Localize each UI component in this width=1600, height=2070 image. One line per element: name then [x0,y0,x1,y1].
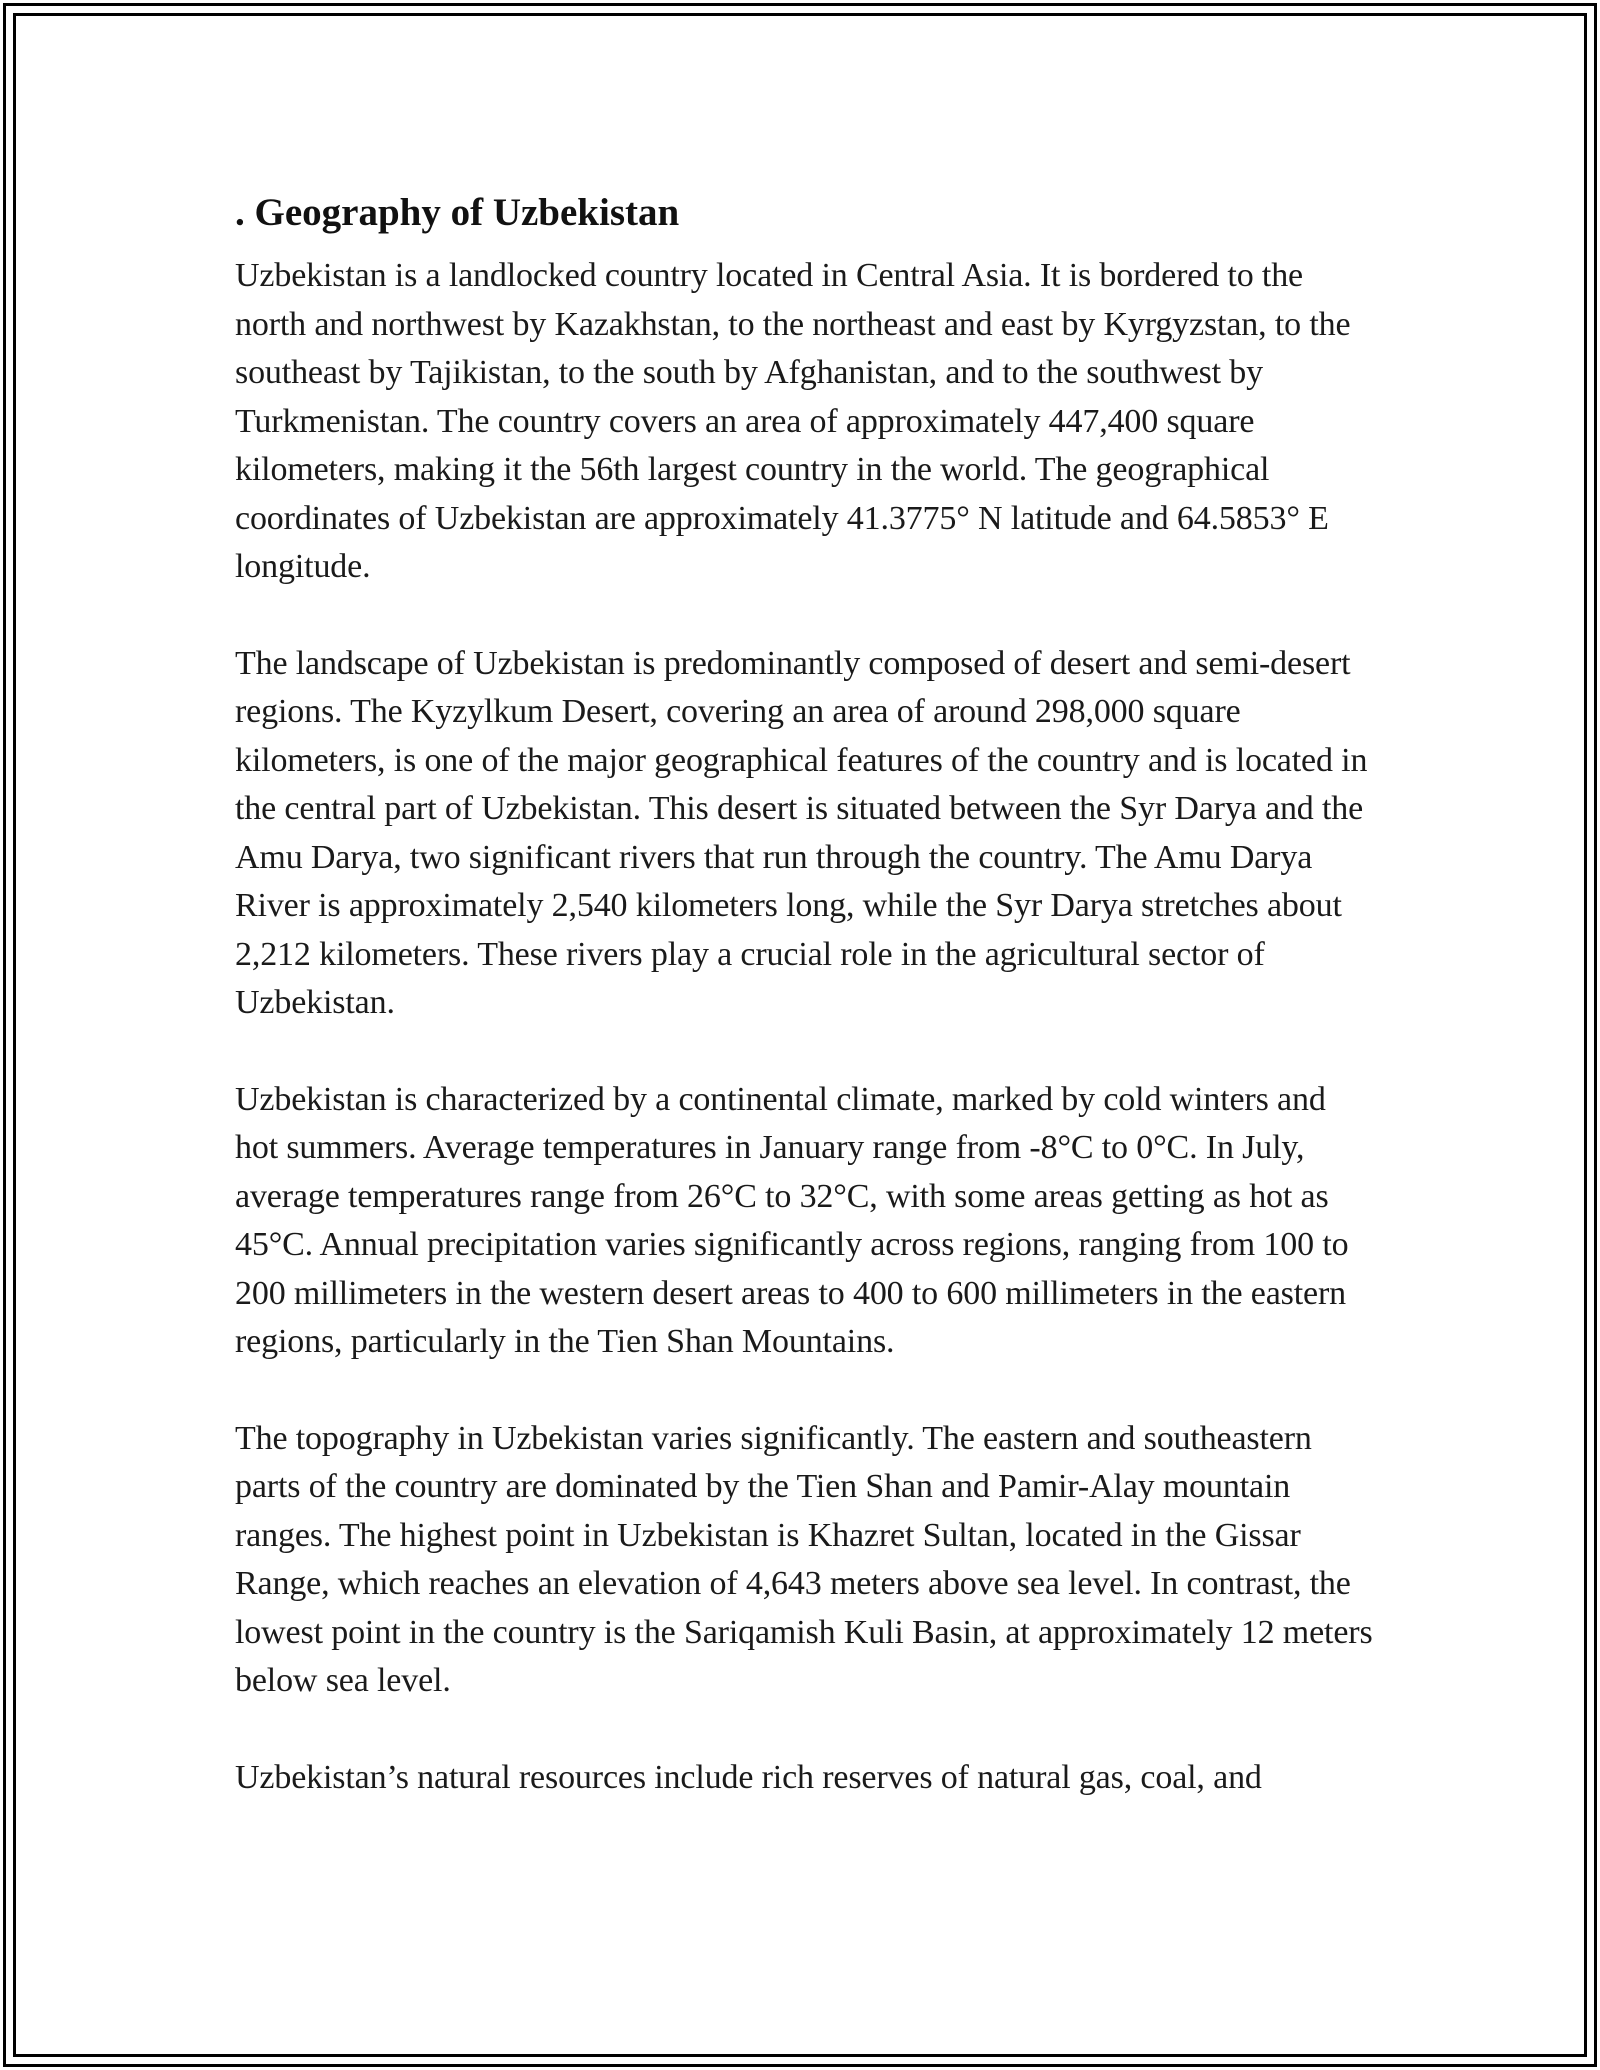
paragraph-climate: Uzbekistan is characterized by a continental climate, marked by cold winters and hot summers. Average temperatures in January range from -8°C to 0°C. In July, average temperatures range from 26°C to 32°C, with some areas getting as hot as 45°C. Annual precipitation varies significantly across regions, ranging from 100 to 200 millimeters in the western desert areas to 400 to 600 millimeters in the eastern regions, particularly in the Tien Shan Mountains. [235,1080,1349,1360]
paragraph-topography: The topography in Uzbekistan varies significantly. The eastern and southeastern parts of the country are dominated by the Tien Shan and Pamir-Alay mountain ranges. The highest point in Uzbekistan is Khazret Sultan, located in the Gissar Range, which reaches an elevation of 4,643 meters above sea level. In contrast, the lowest point in the country is the Sariqamish Kuli Basin, at approximately 12 meters below sea level. [235,1419,1373,1699]
paragraph-resources: Uzbekistan’s natural resources include rich reserves of natural gas, coal, and [235,1758,1262,1796]
section-heading: . Geography of Uzbekistan [235,191,680,234]
paragraph-borders: Uzbekistan is a landlocked country located in Central Asia. It is bordered to the north and northwest by Kazakhstan, to the northeast and east by Kyrgyzstan, to the southeast by Tajikistan, to the south by Afghanistan, and to the southwest by Turkmenistan. The country covers an area of approximately 447,400 square kilometers, making it the 56th largest country in the world. The geographical coordinates of Uzbekistan are approximately 41.3775° N latitude and 64.5853° E longitude. [235,257,1351,585]
paragraph-landscape: The landscape of Uzbekistan is predominantly composed of desert and semi-desert regions. The Kyzylkum Desert, covering an area of around 298,000 square kilometers, is one of the major geographical features of the country and is located in the central part of Uzbekistan. This desert is situated between the Syr Darya and the Amu Darya, two significant rivers that run through the country. The Amu Darya River is approximately 2,540 kilometers long, while the Syr Darya stretches about 2,212 kilometers. These rivers play a crucial role in the agricultural sector of Uzbekistan. [235,644,1368,1021]
document-body [235,186,1375,1850]
